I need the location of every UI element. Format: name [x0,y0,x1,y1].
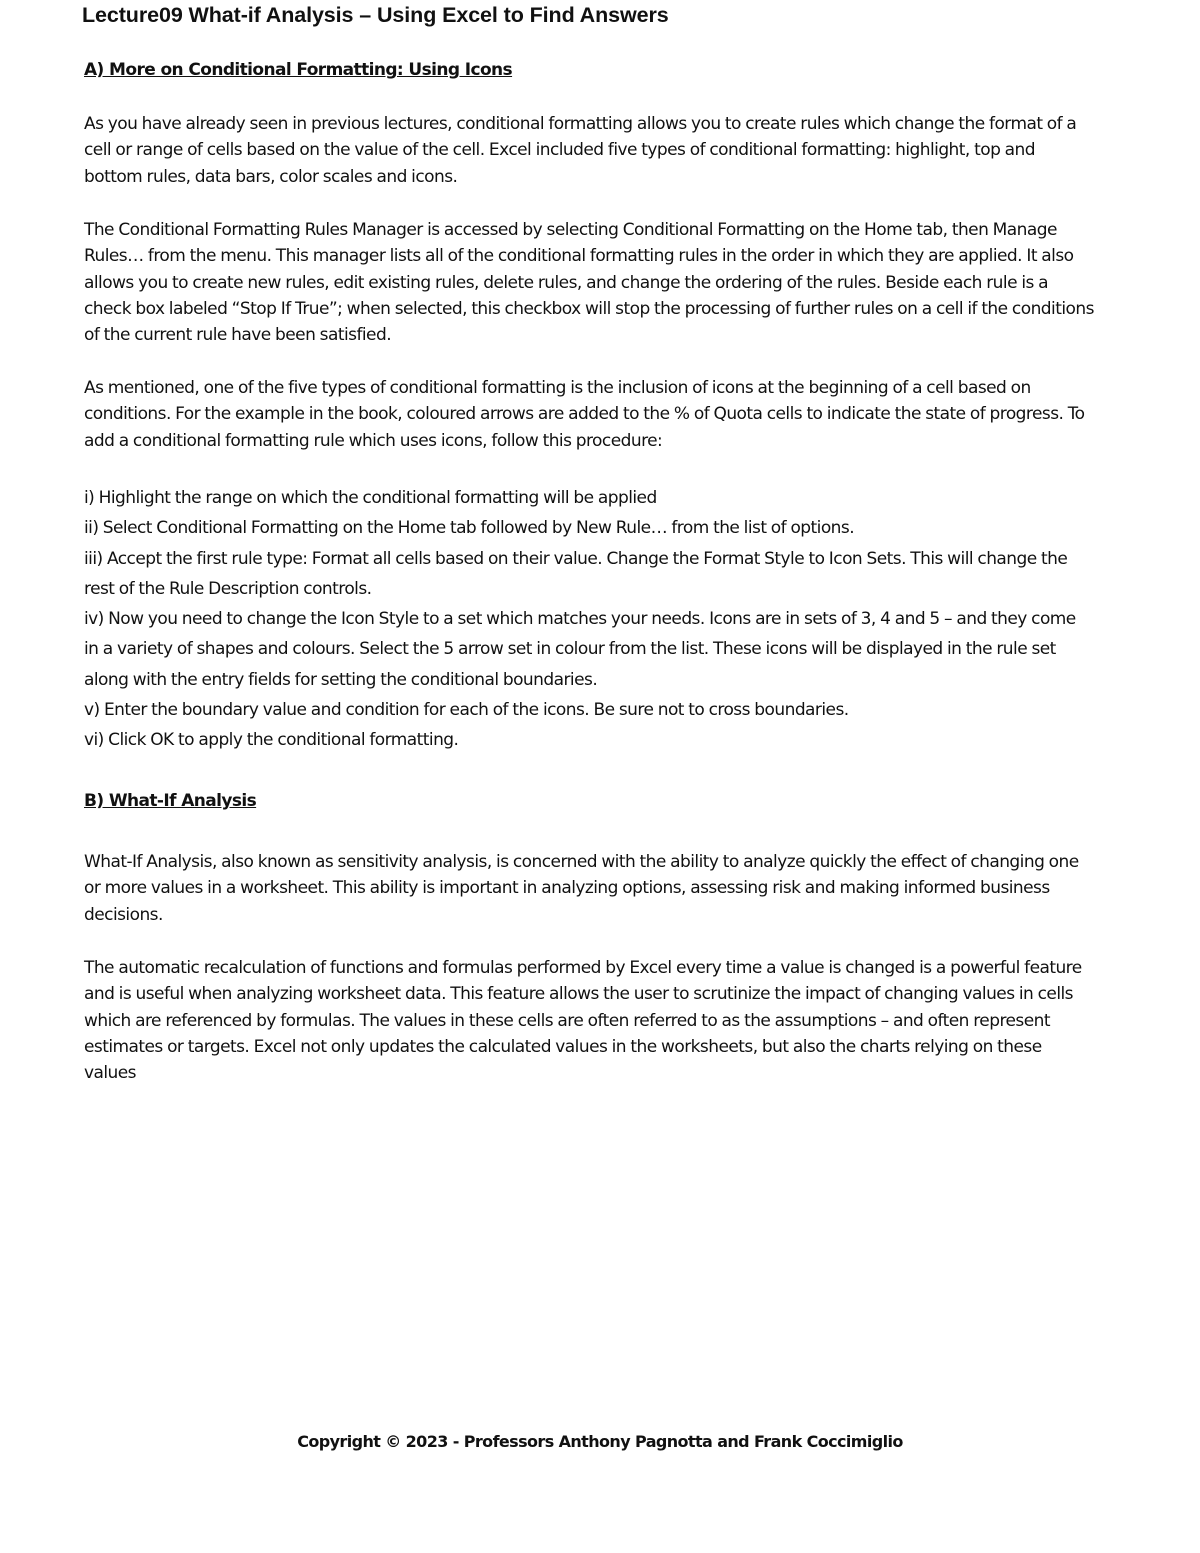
section-b-paragraph-2: The automatic recalculation of functions and formulas performed by Excel every time a value is changed is a powerful feature and is useful when analyzing worksheet data. This feature allows the user to scrutinize the impact of changing values in cells which are referenced by formulas. The values in these cells are often referred to as the assumptions – and often represent estimates or targets. Excel not only updates the calculated values in the worksheets, but also the charts relying on these values [84,958,1082,1084]
section-b-paragraph-1: What-If Analysis, also known as sensitivity analysis, is concerned with the ability to analyze quickly the effect of changing one or more values in a worksheet. This ability is important in analyzing options, assessing risk and making informed business decisions. [84,852,1079,925]
section-a-paragraph-1: As you have already seen in previous lectures, conditional formatting allows you to create rules which change the format of a cell or range of cells based on the value of the cell. Excel included five types of conditional formatting: highlight, top and bottom rules, data bars, color scales and icons. [84,114,1077,187]
section-a-paragraph-2: The Conditional Formatting Rules Manager is accessed by selecting Conditional Formatting on the Home tab, then Manage Rules… from the menu. This manager lists all of the conditional formatting rules in the order in which they are applied. It also allows you to create new rules, edit existing rules, delete rules, and change the ordering of the rules. Beside each rule is a check box labeled “Stop If True”; when selected, this checkbox will stop the processing of further rules on a cell if the conditions of the current rule have been satisfied. [84,220,1094,346]
section-a-paragraph-3: As mentioned, one of the five types of conditional formatting is the inclusion of icons at the beginning of a cell based on conditions. For the example in the book, coloured arrows are added to the % of Quota cells to indicate the state of progress. To add a conditional formatting rule which uses icons, follow this procedure: [84,378,1085,451]
procedure-step-6: vi) Click OK to apply the conditional formatting. [84,730,459,751]
procedure-steps [84,483,1094,756]
procedure-step-4: iv) Now you need to change the Icon Style to a set which matches your needs. Icons are in sets of 3, 4 and 5 – and they come in a variety of shapes and colours. Select the 5 arrow set in colour from the list. These icons will be displayed in the rule set along with the entry fields for setting the conditional boundaries. [84,609,1076,690]
procedure-step-3: iii) Accept the first rule type: Format all cells based on their value. Change the Format Style to Icon Sets. This will change the rest of the Rule Description controls. [84,548,1068,599]
procedure-step-5: v) Enter the boundary value and condition for each of the icons. Be sure not to cross boundaries. [84,700,849,721]
procedure-step-1: i) Highlight the range on which the conditional formatting will be applied [84,488,657,508]
copyright-footer: Copyright © 2023 - Professors Anthony Pagnotta and Frank Coccimiglio [297,1432,903,1451]
section-b-heading: B) What-If Analysis [84,791,257,811]
section-a-heading: A) More on Conditional Formatting: Using Icons [84,60,513,80]
page-title: Lecture09 What-if Analysis – Using Excel to Find Answers [82,3,669,27]
procedure-step-2: ii) Select Conditional Formatting on the Home tab followed by New Rule… from the list of options. [84,518,855,539]
